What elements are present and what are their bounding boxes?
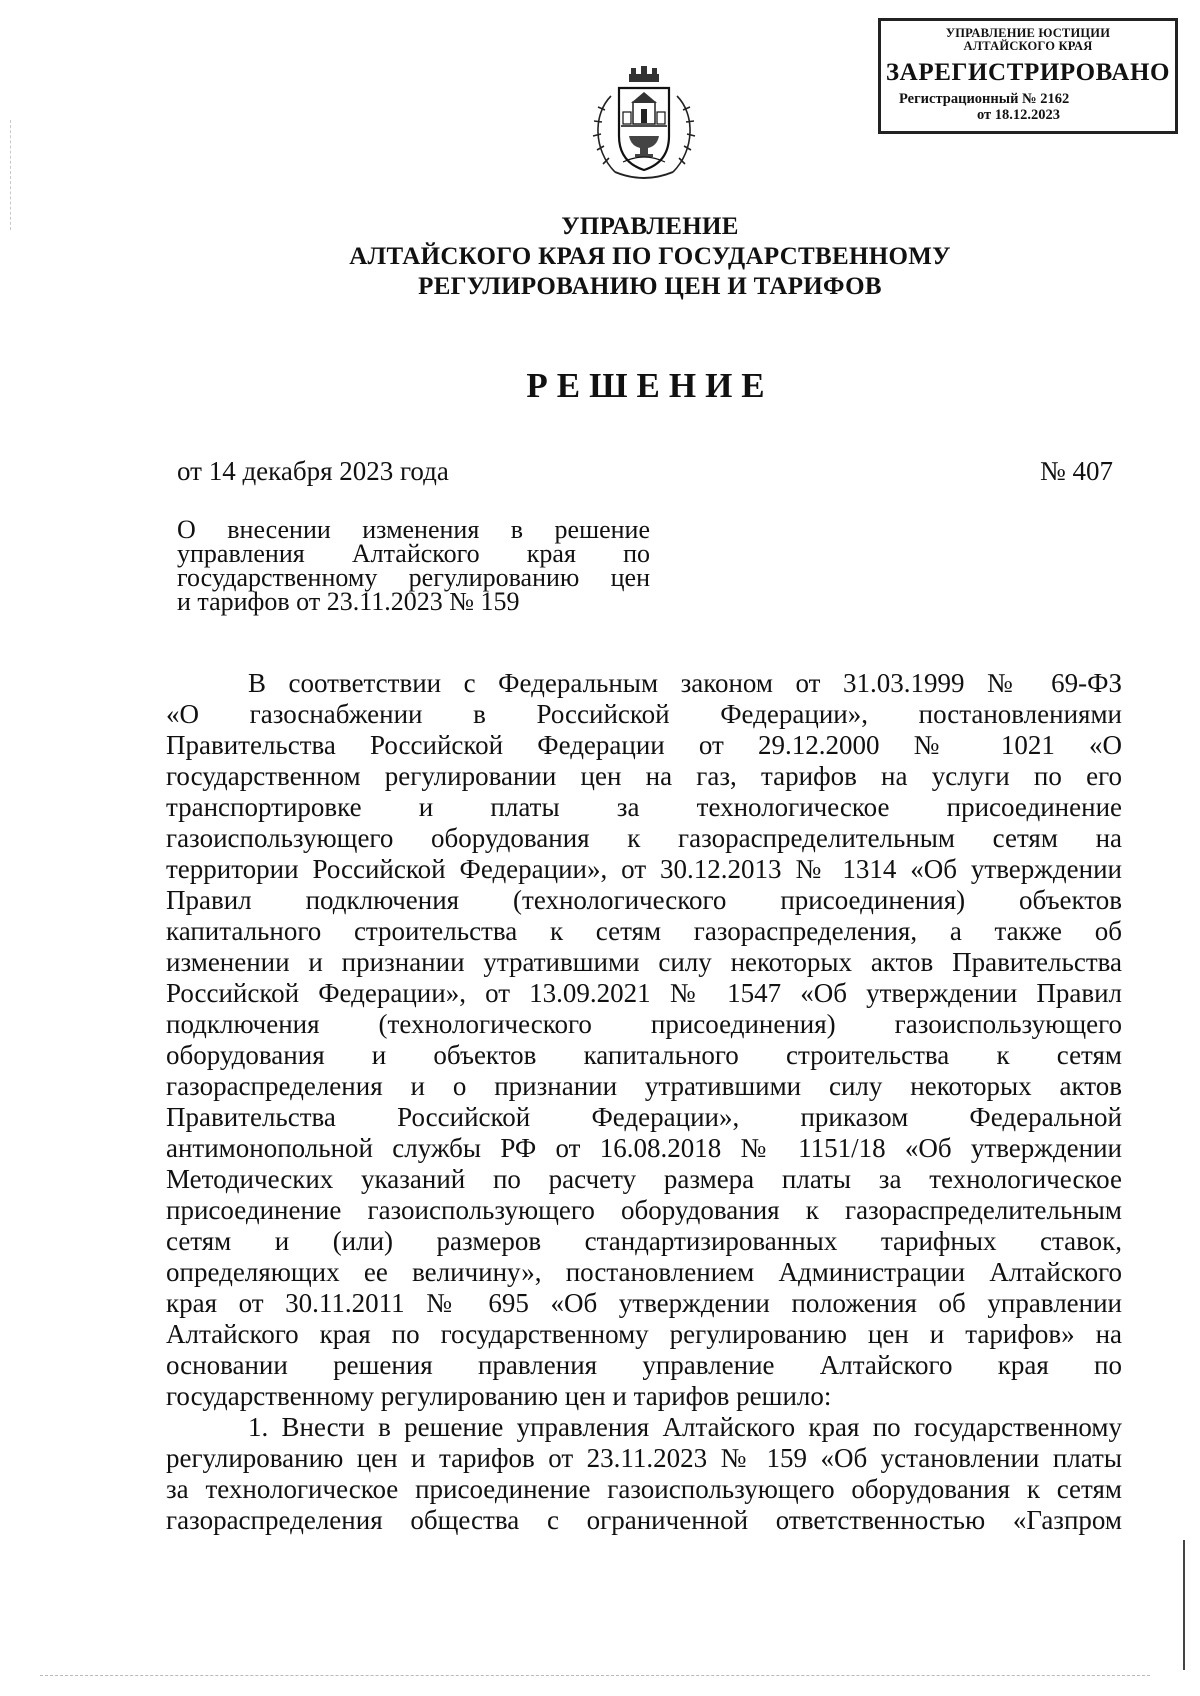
document-date: от 14 декабря 2023 года bbox=[177, 456, 449, 486]
scan-artifact-bottom bbox=[40, 1675, 1150, 1676]
body-line: за технологическое присоединение газоиспользующего оборудования к сетям bbox=[166, 1474, 1122, 1504]
body-line: оборудования и объектов капитального строительства к сетям bbox=[166, 1040, 1122, 1070]
document-body bbox=[166, 668, 1122, 1536]
body-line: капитального строительства к сетям газораспределения, а также об bbox=[166, 916, 1122, 946]
org-header-line2: АЛТАЙСКОГО КРАЯ ПО ГОСУДАРСТВЕННОМУ bbox=[349, 243, 951, 270]
body-line: Методических указаний по расчету размера платы за технологическое bbox=[166, 1164, 1122, 1194]
org-header-line3: РЕГУЛИРОВАНИЮ ЦЕН И ТАРИФОВ bbox=[418, 273, 882, 300]
document-subject bbox=[177, 515, 650, 616]
body-line: Алтайского края по государственному регулированию цен и тарифов» на bbox=[166, 1319, 1122, 1349]
document-type-title: РЕШЕНИЕ bbox=[526, 366, 774, 405]
body-line: определяющих ее величину», постановлением Администрации Алтайского bbox=[166, 1257, 1122, 1287]
scan-artifact-right bbox=[1183, 1540, 1185, 1670]
body-line: транспортировке и платы за технологическое присоединение bbox=[166, 792, 1122, 822]
body-line: изменении и признании утратившими силу некоторых актов Правительства bbox=[166, 947, 1122, 977]
subject-line: О внесении изменения в решение bbox=[177, 515, 650, 544]
body-line: подключения (технологического присоединения) газоиспользующего bbox=[166, 1009, 1122, 1039]
body-line: Правительства Российской Федерации от 29.12.2000 № 1021 «О bbox=[166, 730, 1122, 760]
stamp-registration-number: Регистрационный № 2162 bbox=[899, 91, 1070, 107]
subject-line: и тарифов от 23.11.2023 № 159 bbox=[177, 587, 520, 616]
body-line: Правил подключения (технологического присоединения) объектов bbox=[166, 885, 1122, 915]
body-line: «О газоснабжении в Российской Федерации», постановлениями bbox=[166, 699, 1122, 729]
body-line: регулированию цен и тарифов от 23.11.2023 № 159 «Об установлении платы bbox=[166, 1443, 1122, 1473]
subject-line: государственному регулированию цен bbox=[177, 563, 650, 592]
body-line: 1. Внести в решение управления Алтайского края по государственному bbox=[248, 1412, 1122, 1442]
coat-of-arms-icon bbox=[585, 66, 703, 191]
body-line: газоиспользующего оборудования к газораспределительным сетям на bbox=[166, 823, 1122, 853]
body-line: Российской Федерации», от 13.09.2021 № 1547 «Об утверждении Правил bbox=[166, 978, 1122, 1008]
body-line: газораспределения и о признании утратившими силу некоторых актов bbox=[166, 1071, 1122, 1101]
body-line: края от 30.11.2011 № 695 «Об утверждении положения об управлении bbox=[166, 1288, 1122, 1318]
body-line: газораспределения общества с ограниченной ответственностью «Газпром bbox=[166, 1505, 1122, 1535]
body-line: сетям и (или) размеров стандартизированных тарифных ставок, bbox=[166, 1226, 1122, 1256]
document-number: № 407 bbox=[1040, 456, 1114, 486]
registration-stamp bbox=[878, 18, 1178, 134]
org-header-line1: УПРАВЛЕНИЕ bbox=[561, 213, 739, 240]
body-line: государственному регулированию цен и тарифов решило: bbox=[166, 1381, 832, 1411]
organization-header bbox=[200, 212, 1100, 302]
body-line: В соответствии с Федеральным законом от 31.03.1999 № 69-ФЗ bbox=[248, 668, 1122, 698]
stamp-org-line2: АЛТАЙСКОГО КРАЯ bbox=[963, 39, 1093, 53]
stamp-title: ЗАРЕГИСТРИРОВАНО bbox=[885, 59, 1171, 86]
body-line: присоединение газоиспользующего оборудования к газораспределительным bbox=[166, 1195, 1122, 1225]
stamp-registration-date: от 18.12.2023 bbox=[977, 107, 1061, 123]
scan-artifact-left bbox=[10, 120, 11, 230]
body-line: антимонопольной службы РФ от 16.08.2018 № 1151/18 «Об утверждении bbox=[166, 1133, 1122, 1163]
body-line: Правительства Российской Федерации», приказом Федеральной bbox=[166, 1102, 1122, 1132]
body-line: территории Российской Федерации», от 30.12.2013 № 1314 «Об утверждении bbox=[166, 854, 1122, 884]
stamp-org-line1: УПРАВЛЕНИЕ ЮСТИЦИИ bbox=[945, 26, 1111, 40]
body-line: государственном регулировании цен на газ, тарифов на услуги по его bbox=[166, 761, 1122, 791]
subject-line: управления Алтайского края по bbox=[177, 539, 650, 568]
body-line: основании решения правления управление Алтайского края по bbox=[166, 1350, 1122, 1380]
coat-of-arms-svg bbox=[585, 66, 703, 186]
